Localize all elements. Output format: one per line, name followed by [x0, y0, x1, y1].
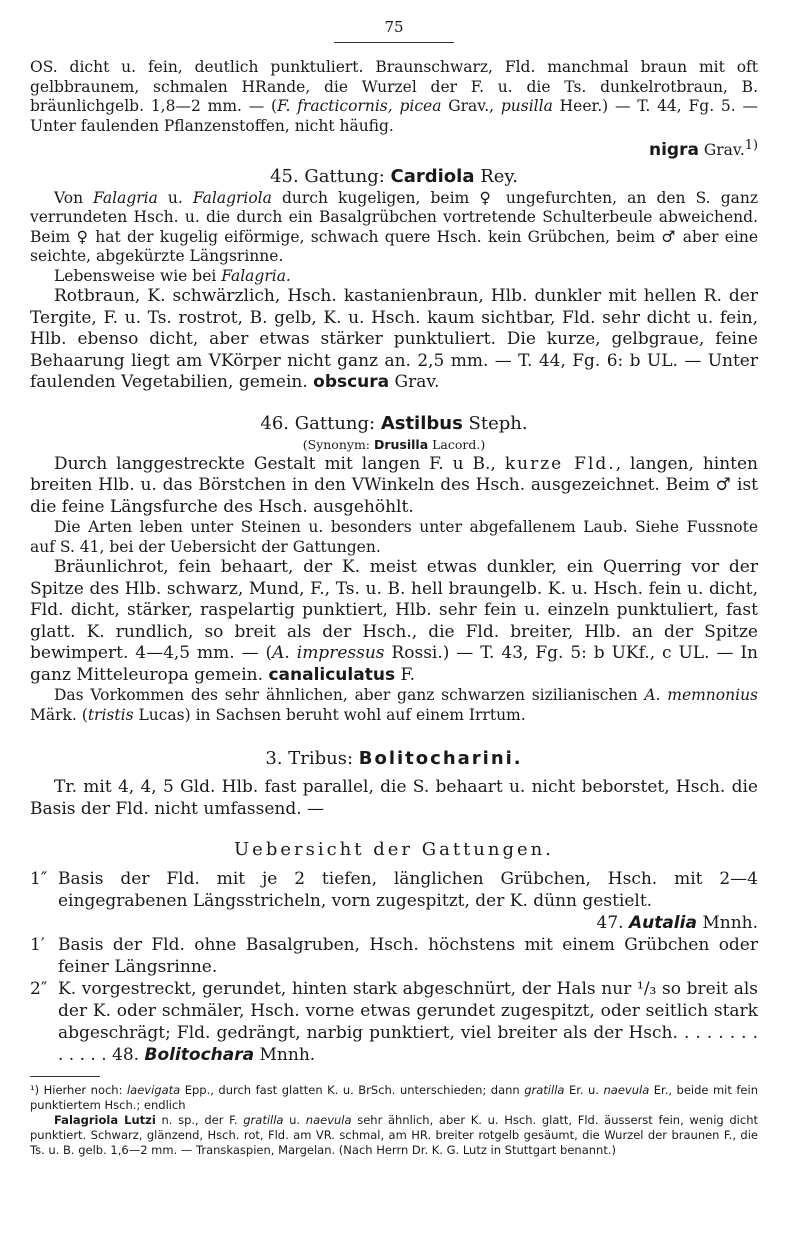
intro-paragraph: OS. dicht u. fein, deutlich punktuliert. Braunschwarz, Fld. manchmal braun mit oft gelbbraunem, schmalen HRande, die Wurzel der F. u. die Ts. dunkelrotbraun, B. bräunlichgelb. 1,8—2 mm. — (F. fracticornis, picea Grav., pusilla Heer.) — T. 44, Fg. 5. — Unter faulenden Pflanzenstoffen, nicht häufig. — [30, 58, 759, 135]
key-result-bolitochara: Bolitochara — [144, 1045, 255, 1066]
genus46-description: Durch langgestreckte Gestalt mit langen F. u B., kurze Fld., langen, hinten breiten Hlb. u. das Börstchen in den VWinkeln des Hsch. ausgezeichnet. Beim ♂ ist die feine Längsfurche des Hsch. ausgehöhlt. — [30, 453, 758, 517]
species-name-obscura: obscura — [313, 372, 390, 393]
species-name-nigra: nigra — [648, 140, 699, 161]
genus45-lifestyle: Lebensweise wie bei Falagria. — [54, 266, 291, 285]
page-number: 75 — [384, 18, 404, 36]
synonym-line: (Synonym: Drusilla Lacord.) — [302, 436, 486, 452]
genus-heading-45: 45. Gattung: Cardiola Rey. — [270, 165, 518, 187]
key-item-2a: 2″ K. vorgestreckt, gerundet, hinten stark abgeschnürt, der Hals nur ¹/₃ so breit als der K. oder schmäler, Hsch. vorne etwas gerundet zugespitzt, oder seitlich stark abgeschrägt; Fld. gedrängt, narbig punktiert, viel breiter als der Hsch. . . . . . . . . . . . . 48. Bolitochara Mnnh. — [30, 979, 758, 1066]
genus46-note: Das Vorkommen des sehr ähnlichen, aber ganz schwarzen sizilianischen A. memnonius Märk. (tristis Lucas) in Sachsen beruht wohl auf einem Irrtum. — [30, 686, 758, 724]
genus45-description: Von Falagria u. Falagriola durch kugeligen, beim ♀ ungefurchten, an den S. ganz verrundeten Hsch. u. die durch ein Basalgrübchen vortretende Schulterbeule abweichend. Beim ♀ hat der kugelig eiförmige, schwach quere Hsch. kein Grübchen, beim ♂ aber eine seichte, abgekürzte Längsrinne. — [30, 188, 759, 266]
page-content — [30, 58, 758, 1158]
footnote-rule — [30, 1076, 100, 1077]
genus45-species-description: Rotbraun, K. schwärzlich, Hsch. kastanienbraun, Hlb. dunkler mit hellen R. der Tergite, F. u. Ts. rostrot, B. gelb, K. u. Hsch. kaum sichtbar, Fld. sehr dicht u. fein, Hlb. ebenso dicht, aber etwas stärker punktuliert. Die kurze, gelbgraue, feine Behaarung liegt am VKörper nicht ganz an. 2,5 mm. — T. 44, Fg. 6: b UL. — Unter faulenden Vegetabilien, gemein. obscura Grav. — [30, 286, 758, 393]
footnote-ref: 1) — [744, 138, 758, 153]
key-title: Uebersicht der Gattungen. — [234, 839, 554, 861]
genus46-lifestyle: Die Arten leben unter Steinen u. besonders unter abgefallenem Laub. Siehe Fussnote auf S. 41, bei der Uebersicht der Gattungen. — [30, 518, 758, 556]
footnote: ¹) Hierher noch: laevigata Epp., durch fast glatten K. u. BrSch. unterschieden; dann gratilla Er. u. naevula Er., beide mit fein punktiertem Hsch.; endlich Falagriola Lutzi n. sp., der F. gratilla u. naevula sehr ähnlich, aber K. u. Hsch. glatt, Fld. äusserst fein, wenig dicht punktiert. Schwarz, glänzend, Hsch. rot, Fld. am VR. schmal, am HR. breiter rotgelb gesäumt, die Wurzel der braunen F., die Ts. u. B. gelb. 1,6—2 mm. — Transkaspien, Margelan. (Nach Herrn Dr. K. G. Lutz in Stuttgart benannt.) — [30, 1083, 758, 1158]
species-name-canaliculatus: canaliculatus — [268, 664, 396, 685]
intro-species-line: nigra Grav.$^{1)}$ — [648, 138, 758, 161]
tribus-heading: 3. Tribus: Bolitocharini. — [265, 748, 523, 770]
tribus-description: Tr. mit 4, 4, 5 Gld. Hlb. fast parallel, die S. behaart u. nicht beborstet, Hsch. die Basis der Fld. nicht umfassend. — — [30, 777, 758, 819]
key-item-1b: 1′ Basis der Fld. ohne Basalgruben, Hsch. höchstens mit einem Grübchen oder feiner Längsrinne. — [30, 935, 758, 978]
header-rule — [334, 42, 454, 43]
key-item-1a: 1″ Basis der Fld. mit je 2 tiefen, länglichen Grübchen, Hsch. mit 2—4 eingegrabenen Längsstricheln, vorn zugespitzt, der K. dünn gestielt. — [30, 869, 758, 912]
key-result-autalia: 47. Autalia Mnnh. — [596, 913, 758, 934]
genus-heading-46: 46. Gattung: Astilbus Steph. — [260, 412, 528, 434]
genus46-species-description: Bräunlichrot, fein behaart, der K. meist etwas dunkler, ein Querring vor der Spitze des Hlb. schwarz, Mund, F., Ts. u. B. hell braungelb. K. u. Hsch. fein u. dicht, Fld. dicht, stärker, raspelartig punktiert, Hlb. sehr fein u. einzeln punktuliert, fast glatt. K. rundlich, so breit als der Hsch., die Fld. breiter, Hlb. an der Spitze bewimpert. 4—4,5 mm. — (A. impressus Rossi.) — T. 43, Fg. 5: b UKf., c UL. — In ganz Mitteleuropa gemein. canaliculatus F. — [30, 557, 758, 685]
